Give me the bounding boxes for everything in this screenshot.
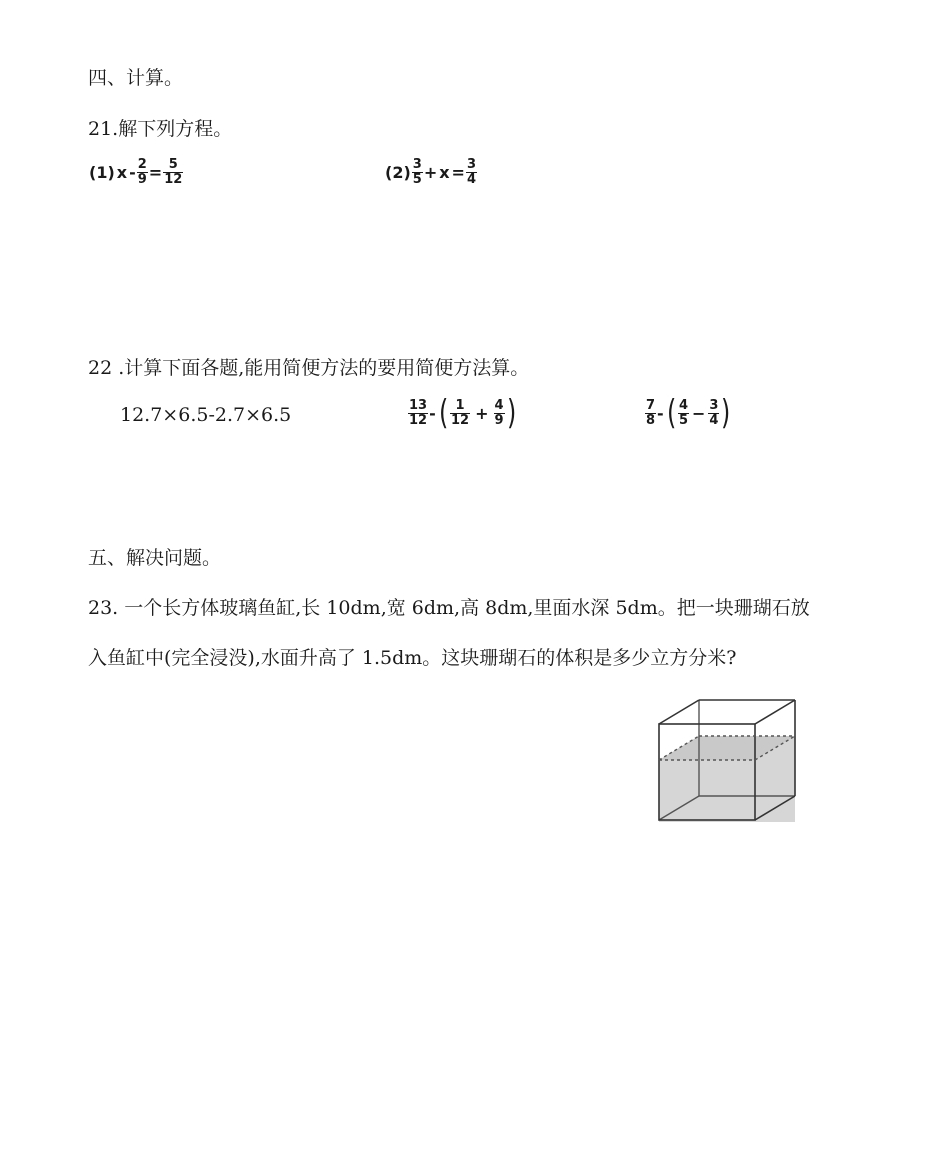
- equation-1-variable: x: [116, 163, 128, 182]
- right-paren: ): [506, 393, 516, 433]
- question-23-line-2: 入鱼缸中(完全浸没),水面升高了 1.5dm。这块珊瑚石的体积是多少立方分米?: [88, 647, 737, 669]
- numerator: 3: [412, 157, 422, 172]
- minus-sign: -: [429, 403, 436, 423]
- numerator: 1: [450, 399, 470, 414]
- numerator: 5: [163, 158, 183, 173]
- fraction: [645, 399, 656, 428]
- equation-2-label: (2): [385, 163, 411, 182]
- denominator: 12: [164, 172, 183, 187]
- equation-1-equals: =: [148, 163, 163, 182]
- right-paren: ): [721, 393, 731, 433]
- section-4-title: 四、计算。: [88, 67, 184, 89]
- minus-sign: -: [657, 403, 664, 423]
- numerator: 4: [678, 397, 688, 413]
- denominator: 9: [137, 172, 147, 187]
- fraction: [412, 158, 423, 187]
- question-23-line-1: 23. 一个长方体玻璃鱼缸,长 10dm,宽 6dm,高 8dm,里面水深 5dm。把一块珊瑚石放: [88, 597, 810, 619]
- equation-1-minus: -: [129, 163, 136, 182]
- fraction: [708, 399, 719, 428]
- plus-sign: +: [475, 403, 489, 423]
- denominator: 8: [646, 412, 656, 428]
- fraction: [163, 158, 183, 187]
- fraction: [408, 399, 428, 428]
- equation-2-plus: +: [423, 163, 438, 182]
- fraction: [466, 158, 477, 187]
- equation-2: [384, 158, 477, 187]
- minus-sign: −: [692, 403, 706, 423]
- expression-3: [645, 393, 733, 433]
- fraction: [137, 158, 148, 187]
- numerator: 4: [494, 397, 504, 413]
- top-left-diag: [659, 700, 699, 724]
- fish-tank-illustration: [655, 696, 800, 822]
- numerator: 2: [137, 157, 147, 172]
- denominator: 4: [466, 172, 476, 187]
- numerator: 13: [409, 397, 428, 413]
- equation-1-label: (1): [89, 163, 115, 182]
- section-5-title: 五、解决问题。: [88, 547, 222, 569]
- expression-1: 12.7×6.5-2.7×6.5: [120, 404, 292, 426]
- expression-2: [408, 393, 518, 433]
- numerator: 7: [646, 397, 656, 413]
- fraction: [450, 399, 470, 428]
- numerator: 3: [709, 397, 719, 413]
- denominator: 5: [412, 172, 422, 187]
- fraction: [494, 399, 505, 428]
- numerator: 3: [466, 157, 476, 172]
- denominator: 12: [451, 412, 470, 428]
- fraction: [678, 399, 689, 428]
- denominator: 12: [409, 412, 428, 428]
- left-paren: (: [438, 393, 449, 433]
- equation-1: [88, 158, 183, 187]
- equation-2-variable: x: [439, 163, 450, 182]
- top-right-diag: [755, 700, 795, 724]
- question-22-title: 22 .计算下面各题,能用简便方法的要用简便方法算。: [88, 357, 530, 379]
- denominator: 9: [494, 412, 504, 428]
- left-paren: (: [666, 393, 676, 433]
- question-21-title: 21.解下列方程。: [88, 118, 233, 140]
- denominator: 4: [709, 412, 719, 428]
- denominator: 5: [678, 412, 688, 428]
- equation-2-equals: =: [451, 163, 465, 182]
